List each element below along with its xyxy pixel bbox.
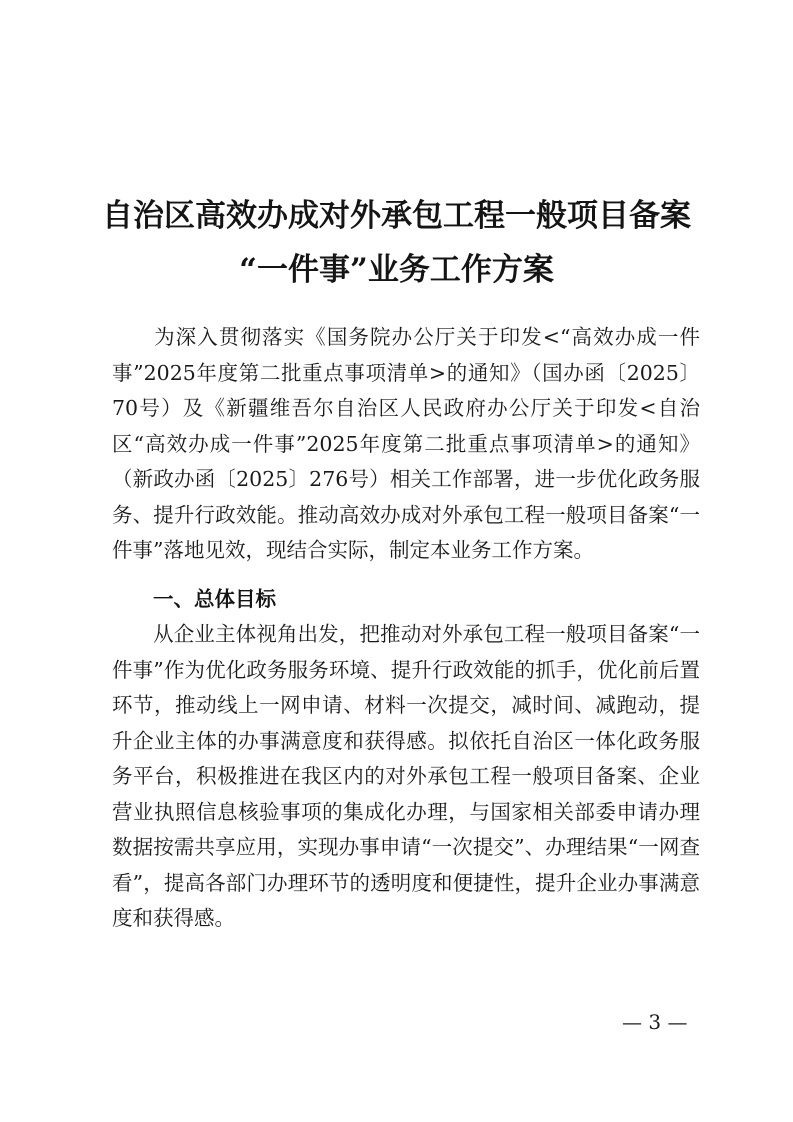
document-title-line-2: “一件事”业务工作方案 bbox=[239, 252, 554, 288]
section-heading-overall-goal: 一、总体目标 bbox=[153, 587, 276, 611]
goal-paragraph-text: 从企业主体视角出发，把推动对外承包工程一般项目备案“一件事”作为优化政务服务环境、提升行政效能的抓手，优化前后置环节，推动线上一网申请、材料一次提交，减时间、减跑动，提升企业主体的办事满意度和获得感。拟依托自治区一体化政务服务平台，积极推进在我区内的对外承包工程一般项目备案、企业营业执照信息核验事项的集成化办理，与国家相关部委申请办理数据按需共享应用，实现办事申请“一次提交”、办理结果“一网查看”，提高各部门办理环节的透明度和便捷性，提升企业办事满意度和获得感。 bbox=[112, 622, 700, 930]
page-number: — 3 — bbox=[622, 1010, 688, 1034]
intro-paragraph-text: 为深入贯彻落实《国务院办公厅关于印发<“高效办成一件事”2025年度第二批重点事项清单>的通知》（国办函〔2025〕70号）及《新疆维吾尔自治区人民政府办公厅关于印发<自治区“高效办成一件事”2025年度第二批重点事项清单>的通知》（新政办函〔2025〕276号）相关工作部署，进一步优化政务服务、提升行政效能。推动高效办成对外承包工程一般项目备案“一件事”落地见效，现结合实际，制定本业务工作方案。 bbox=[112, 325, 700, 562]
goal-paragraph bbox=[112, 617, 700, 937]
document-title-line-1: 自治区高效办成对外承包工程一般项目备案 bbox=[102, 198, 691, 234]
intro-paragraph bbox=[112, 320, 700, 569]
